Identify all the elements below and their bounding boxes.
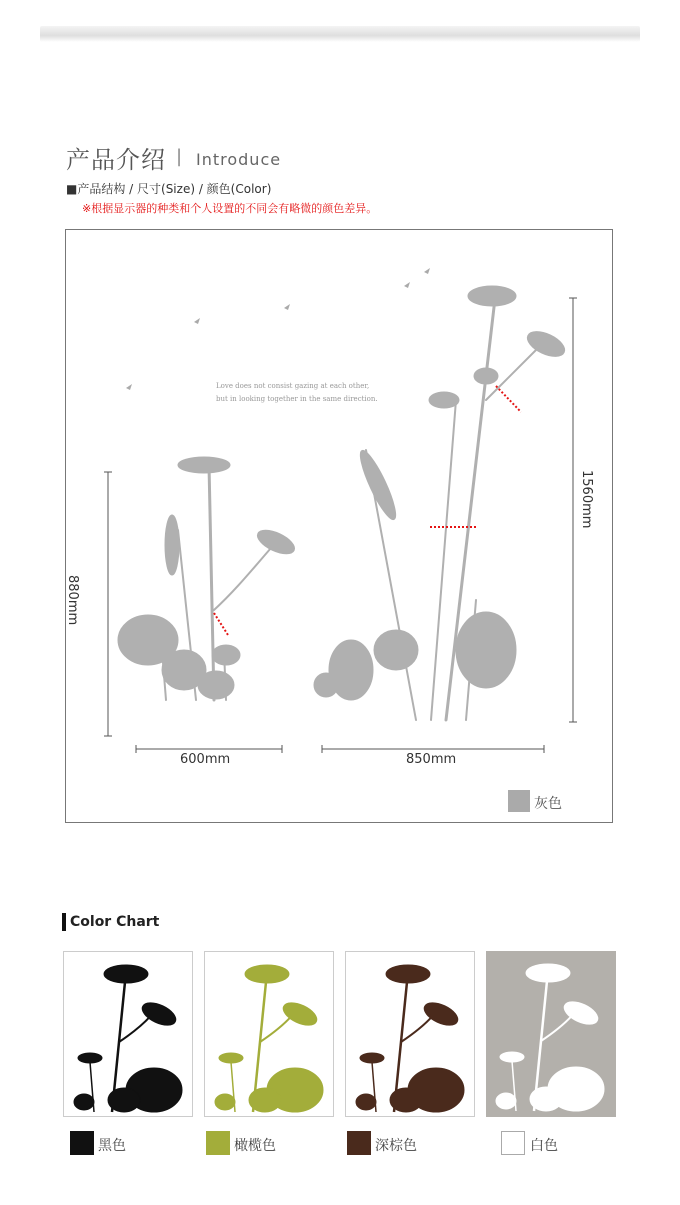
- quote-line-2: but in looking together in the same direction.: [216, 395, 378, 403]
- section-title-en: Introduce: [196, 150, 282, 169]
- color-card-brown[interactable]: [345, 951, 475, 1117]
- dimension-right-width: 850mm: [406, 752, 457, 767]
- color-chart-marker: [62, 913, 66, 931]
- color-card-olive[interactable]: [204, 951, 334, 1117]
- color-chip-olive: [206, 1131, 230, 1155]
- quote-line-1: Love does not consist gazing at each other,: [216, 382, 370, 390]
- plant-silhouette-icon: [64, 952, 194, 1118]
- section-subtitle: ■产品结构 / 尺寸(Size) / 颜色(Color): [66, 182, 272, 196]
- color-chip-white: [501, 1131, 525, 1155]
- color-chart-title: Color Chart: [70, 914, 160, 930]
- quote-text: [216, 380, 378, 406]
- dimension-left-width: 600mm: [180, 752, 231, 767]
- current-color-label: 灰色: [534, 796, 562, 812]
- section-title-zh: 产品介绍: [66, 146, 166, 174]
- plant-silhouettes: [118, 286, 568, 720]
- butterflies: [126, 268, 430, 390]
- cut-lines: [214, 386, 521, 635]
- plant-silhouette-icon: [346, 952, 476, 1118]
- dimension-right-height: 1560mm: [579, 470, 594, 529]
- color-card-black[interactable]: [63, 951, 193, 1117]
- dimension-left-height: 880mm: [65, 575, 80, 626]
- top-shadow-bar: [40, 26, 640, 42]
- color-label-olive: 橄榄色: [234, 1138, 276, 1154]
- wall-sticker-illustration: [66, 230, 614, 824]
- plant-silhouette-icon: [205, 952, 335, 1118]
- color-notice: ※根据显示器的种类和个人设置的不同会有略微的颜色差异。: [82, 202, 378, 215]
- color-chip-brown: [347, 1131, 371, 1155]
- color-chip-black: [70, 1131, 94, 1155]
- current-color-swatch: [508, 790, 530, 812]
- plant-silhouette-icon: [486, 951, 616, 1117]
- title-separator: |: [176, 146, 183, 167]
- color-label-brown: 深棕色: [375, 1138, 417, 1154]
- product-illustration-frame: [65, 229, 613, 823]
- color-label-white: 白色: [530, 1138, 558, 1154]
- color-card-white[interactable]: [486, 951, 616, 1117]
- color-label-black: 黑色: [98, 1138, 126, 1154]
